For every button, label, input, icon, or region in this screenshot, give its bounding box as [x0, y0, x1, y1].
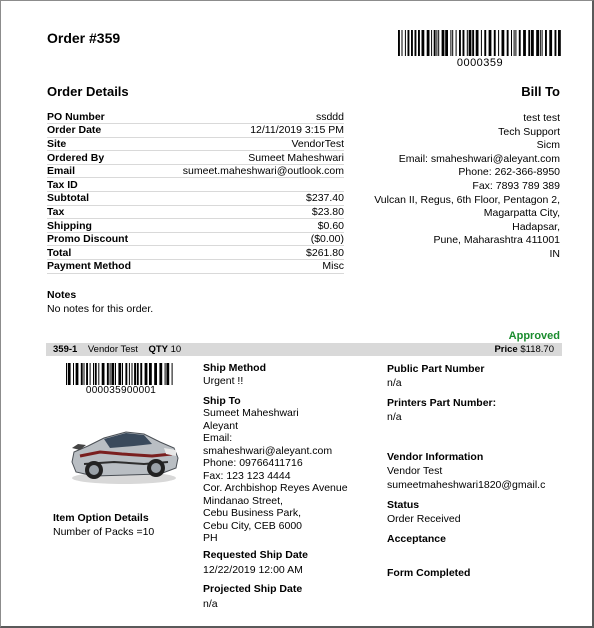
barcode-bar [431, 30, 432, 56]
bill-to-heading: Bill To [521, 84, 560, 99]
barcode-bar [511, 30, 512, 56]
table-row [47, 124, 344, 138]
barcode-bar [145, 363, 148, 385]
barcode-bar [540, 30, 541, 56]
projected-ship-date-value: n/a [203, 598, 218, 610]
barcode-bar [402, 30, 403, 56]
barcode-bar [452, 30, 453, 56]
status-value: Order Received [387, 513, 461, 525]
row-value: 12/11/2019 3:15 PM [149, 124, 344, 138]
barcode-bar [558, 30, 561, 56]
barcode-bar [132, 363, 133, 385]
barcode-bar [398, 30, 400, 56]
item-header-bar [46, 343, 562, 356]
barcode-bar [95, 363, 97, 385]
barcode-bar [515, 30, 516, 56]
order-barcode-number: 0000359 [456, 57, 504, 69]
table-row [47, 192, 344, 206]
row-value [149, 178, 344, 192]
barcode-bar [489, 30, 492, 56]
barcode-bar [555, 30, 557, 56]
row-label: Tax [47, 205, 149, 219]
order-details-table [47, 110, 344, 274]
barcode-bar [90, 363, 91, 385]
barcode-bar [536, 30, 539, 56]
ship-to-line: PH [203, 532, 218, 544]
public-part-number-label: Public Part Number [387, 363, 485, 375]
barcode-bar [494, 30, 496, 56]
row-label: Ordered By [47, 151, 149, 165]
barcode-bar [98, 363, 99, 385]
row-label: Subtotal [47, 192, 149, 206]
barcode-bar [438, 30, 439, 56]
barcode-bar [159, 363, 162, 385]
row-value: $0.60 [149, 219, 344, 233]
table-row [47, 260, 344, 274]
barcode-bar [149, 363, 152, 385]
order-details-heading: Order Details [47, 84, 129, 99]
row-label: Payment Method [47, 260, 149, 274]
barcode-bar [549, 30, 552, 56]
table-row [47, 205, 344, 219]
row-value: Sumeet Maheshwari [149, 151, 344, 165]
row-label: PO Number [47, 110, 149, 124]
barcode-bar [86, 363, 88, 385]
barcode-bar [434, 30, 436, 56]
barcode-bar [84, 363, 85, 385]
barcode-bar [408, 30, 410, 56]
barcode-bar [484, 30, 486, 56]
barcode-bar [68, 363, 71, 385]
barcode-bar [542, 30, 543, 56]
barcode-bar [140, 363, 142, 385]
ship-to-line: Cebu City, CEB 6000 [203, 519, 303, 532]
barcode-bar [467, 30, 468, 56]
ship-method-label: Ship Method [203, 362, 266, 374]
bill-to-line: IN [549, 247, 560, 260]
row-label: Total [47, 246, 149, 260]
item-barcode-number: 000035900001 [85, 385, 157, 396]
barcode-bar [476, 30, 479, 56]
barcode-bar [66, 363, 67, 385]
barcode-bar [469, 30, 472, 56]
barcode-bar [519, 30, 521, 56]
table-row [47, 178, 344, 192]
ship-to-line: Email: [203, 432, 233, 444]
barcode-bar [502, 30, 505, 56]
barcode-bar [442, 30, 445, 56]
barcode-bar [463, 30, 465, 56]
table-row [47, 246, 344, 260]
bill-to-line: Magarpatta City, [483, 207, 560, 220]
bill-to-line: Hadapsar, [512, 220, 560, 233]
table-row [47, 137, 344, 151]
barcode-bar [498, 30, 499, 56]
row-value: sumeet.maheshwari@outlook.com [149, 164, 344, 178]
barcode-bar [129, 363, 130, 385]
item-summary [53, 343, 181, 356]
barcode-bar [93, 363, 94, 385]
table-row [47, 151, 344, 165]
ship-to-line: Fax: 123 123 4444 [203, 469, 291, 482]
table-row [47, 219, 344, 233]
barcode-bar [436, 30, 437, 56]
item-vendor: Vendor Test [87, 344, 138, 355]
vendor-information-email: sumeetmaheshwari1820@gmail.c [387, 479, 546, 491]
bill-to-line: test test [523, 112, 560, 124]
form-completed-label: Form Completed [387, 567, 471, 579]
row-label: Tax ID [47, 178, 149, 192]
barcode-bar [507, 30, 509, 56]
barcode-bar [137, 363, 139, 385]
table-row [47, 164, 344, 178]
barcode-bar [76, 363, 79, 385]
row-value: $261.80 [149, 246, 344, 260]
car-image [64, 418, 182, 488]
barcode-bar [445, 30, 448, 56]
barcode-bar [111, 363, 114, 385]
public-part-number-value: n/a [387, 377, 402, 389]
barcode-bar [456, 30, 457, 56]
barcode-bar [81, 363, 83, 385]
printers-part-number-label: Printers Part Number: [387, 397, 497, 409]
ship-method-value: Urgent !! [203, 375, 244, 387]
status-label: Status [387, 499, 420, 511]
bill-to-line: Vulcan II, Regus, 6th Floor, Pentagon 2, [374, 193, 560, 206]
notes-label: Notes [47, 289, 77, 301]
item-barcode [66, 363, 176, 385]
order-barcode [398, 30, 562, 56]
ship-to-line: smaheshwari@aleyant.com [203, 444, 333, 457]
barcode-bar [411, 30, 413, 56]
barcode-bar [122, 363, 123, 385]
barcode-bar [514, 30, 515, 56]
ship-to-label: Ship To [203, 395, 241, 407]
ship-to-line: Mindanao Street, [203, 494, 283, 507]
table-row [47, 110, 344, 124]
vendor-information-name: Vendor Test [387, 465, 443, 477]
ship-to-line: Aleyant [203, 419, 239, 432]
barcode-bar [405, 30, 406, 56]
requested-ship-date-label: Requested Ship Date [203, 549, 309, 561]
barcode-bar [125, 363, 127, 385]
barcode-bar [415, 30, 417, 56]
ship-to-address [203, 407, 348, 545]
barcode-bar [481, 30, 482, 56]
barcode-bar [545, 30, 547, 56]
projected-ship-date-label: Projected Ship Date [203, 583, 303, 595]
barcode-bar [418, 30, 420, 56]
item-price [494, 343, 554, 356]
notes-text: No notes for this order. [47, 303, 154, 315]
barcode-bar [523, 30, 526, 56]
row-value: $237.40 [149, 192, 344, 206]
row-value: ssddd [149, 110, 344, 124]
ship-to-line: Sumeet Maheshwari [203, 407, 299, 419]
row-value: VendorTest [149, 137, 344, 151]
item-qty: 10 [170, 344, 182, 355]
row-label: Order Date [47, 124, 149, 138]
approved-status: Approved [508, 330, 560, 342]
row-value: $23.80 [149, 205, 344, 219]
bill-to-address [340, 112, 560, 262]
requested-ship-date-value: 12/22/2019 12:00 AM [203, 564, 303, 576]
row-label: Promo Discount [47, 232, 149, 246]
barcode-bar [422, 30, 425, 56]
table-row [47, 232, 344, 246]
row-label: Email [47, 164, 149, 178]
ship-to-line: Cebu Business Park, [203, 507, 302, 519]
barcode-bar [107, 363, 109, 385]
bill-to-line: Sicm [536, 139, 560, 152]
bill-to-line: Fax: 7893 789 389 [472, 179, 560, 192]
vendor-information-label: Vendor Information [387, 451, 484, 463]
barcode-bar [165, 363, 166, 385]
barcode-bar [459, 30, 461, 56]
barcode-bar [166, 363, 169, 385]
barcode-bar [154, 363, 157, 385]
barcode-bar [102, 363, 105, 385]
barcode-bar [528, 30, 530, 56]
row-label: Site [47, 137, 149, 151]
bill-to-line: Tech Support [498, 125, 560, 138]
ship-to-line: Cor. Archbishop Reyes Avenue [203, 482, 348, 494]
bill-to-line: Pune, Maharashtra 411001 [433, 234, 560, 247]
barcode-bar [118, 363, 121, 385]
item-price-value: $118.70 [520, 344, 554, 355]
row-value: Misc [149, 260, 344, 274]
item-option-details-label: Item Option Details [53, 512, 149, 524]
ship-to-line: Phone: 09766411716 [203, 457, 303, 469]
barcode-bar [531, 30, 534, 56]
order-title: Order #359 [47, 30, 121, 46]
barcode-bar [172, 363, 173, 385]
barcode-bar [115, 363, 116, 385]
barcode-bar [73, 363, 74, 385]
barcode-bar [110, 363, 111, 385]
item-option-details-value: Number of Packs =10 [53, 526, 155, 538]
printers-part-number-value: n/a [387, 411, 402, 423]
row-value: ($0.00) [149, 232, 344, 246]
barcode-bar [450, 30, 451, 56]
barcode-bar [427, 30, 430, 56]
bill-to-line: Phone: 262-366-8950 [458, 166, 560, 179]
barcode-bar [134, 363, 136, 385]
item-qty-label: QTY [148, 344, 168, 355]
barcode-bar [472, 30, 474, 56]
row-label: Shipping [47, 219, 149, 233]
item-price-label: Price [494, 344, 518, 355]
bill-to-line: Email: smaheshwari@aleyant.com [398, 152, 560, 165]
acceptance-label: Acceptance [387, 533, 446, 545]
item-id: 359-1 [53, 344, 78, 355]
